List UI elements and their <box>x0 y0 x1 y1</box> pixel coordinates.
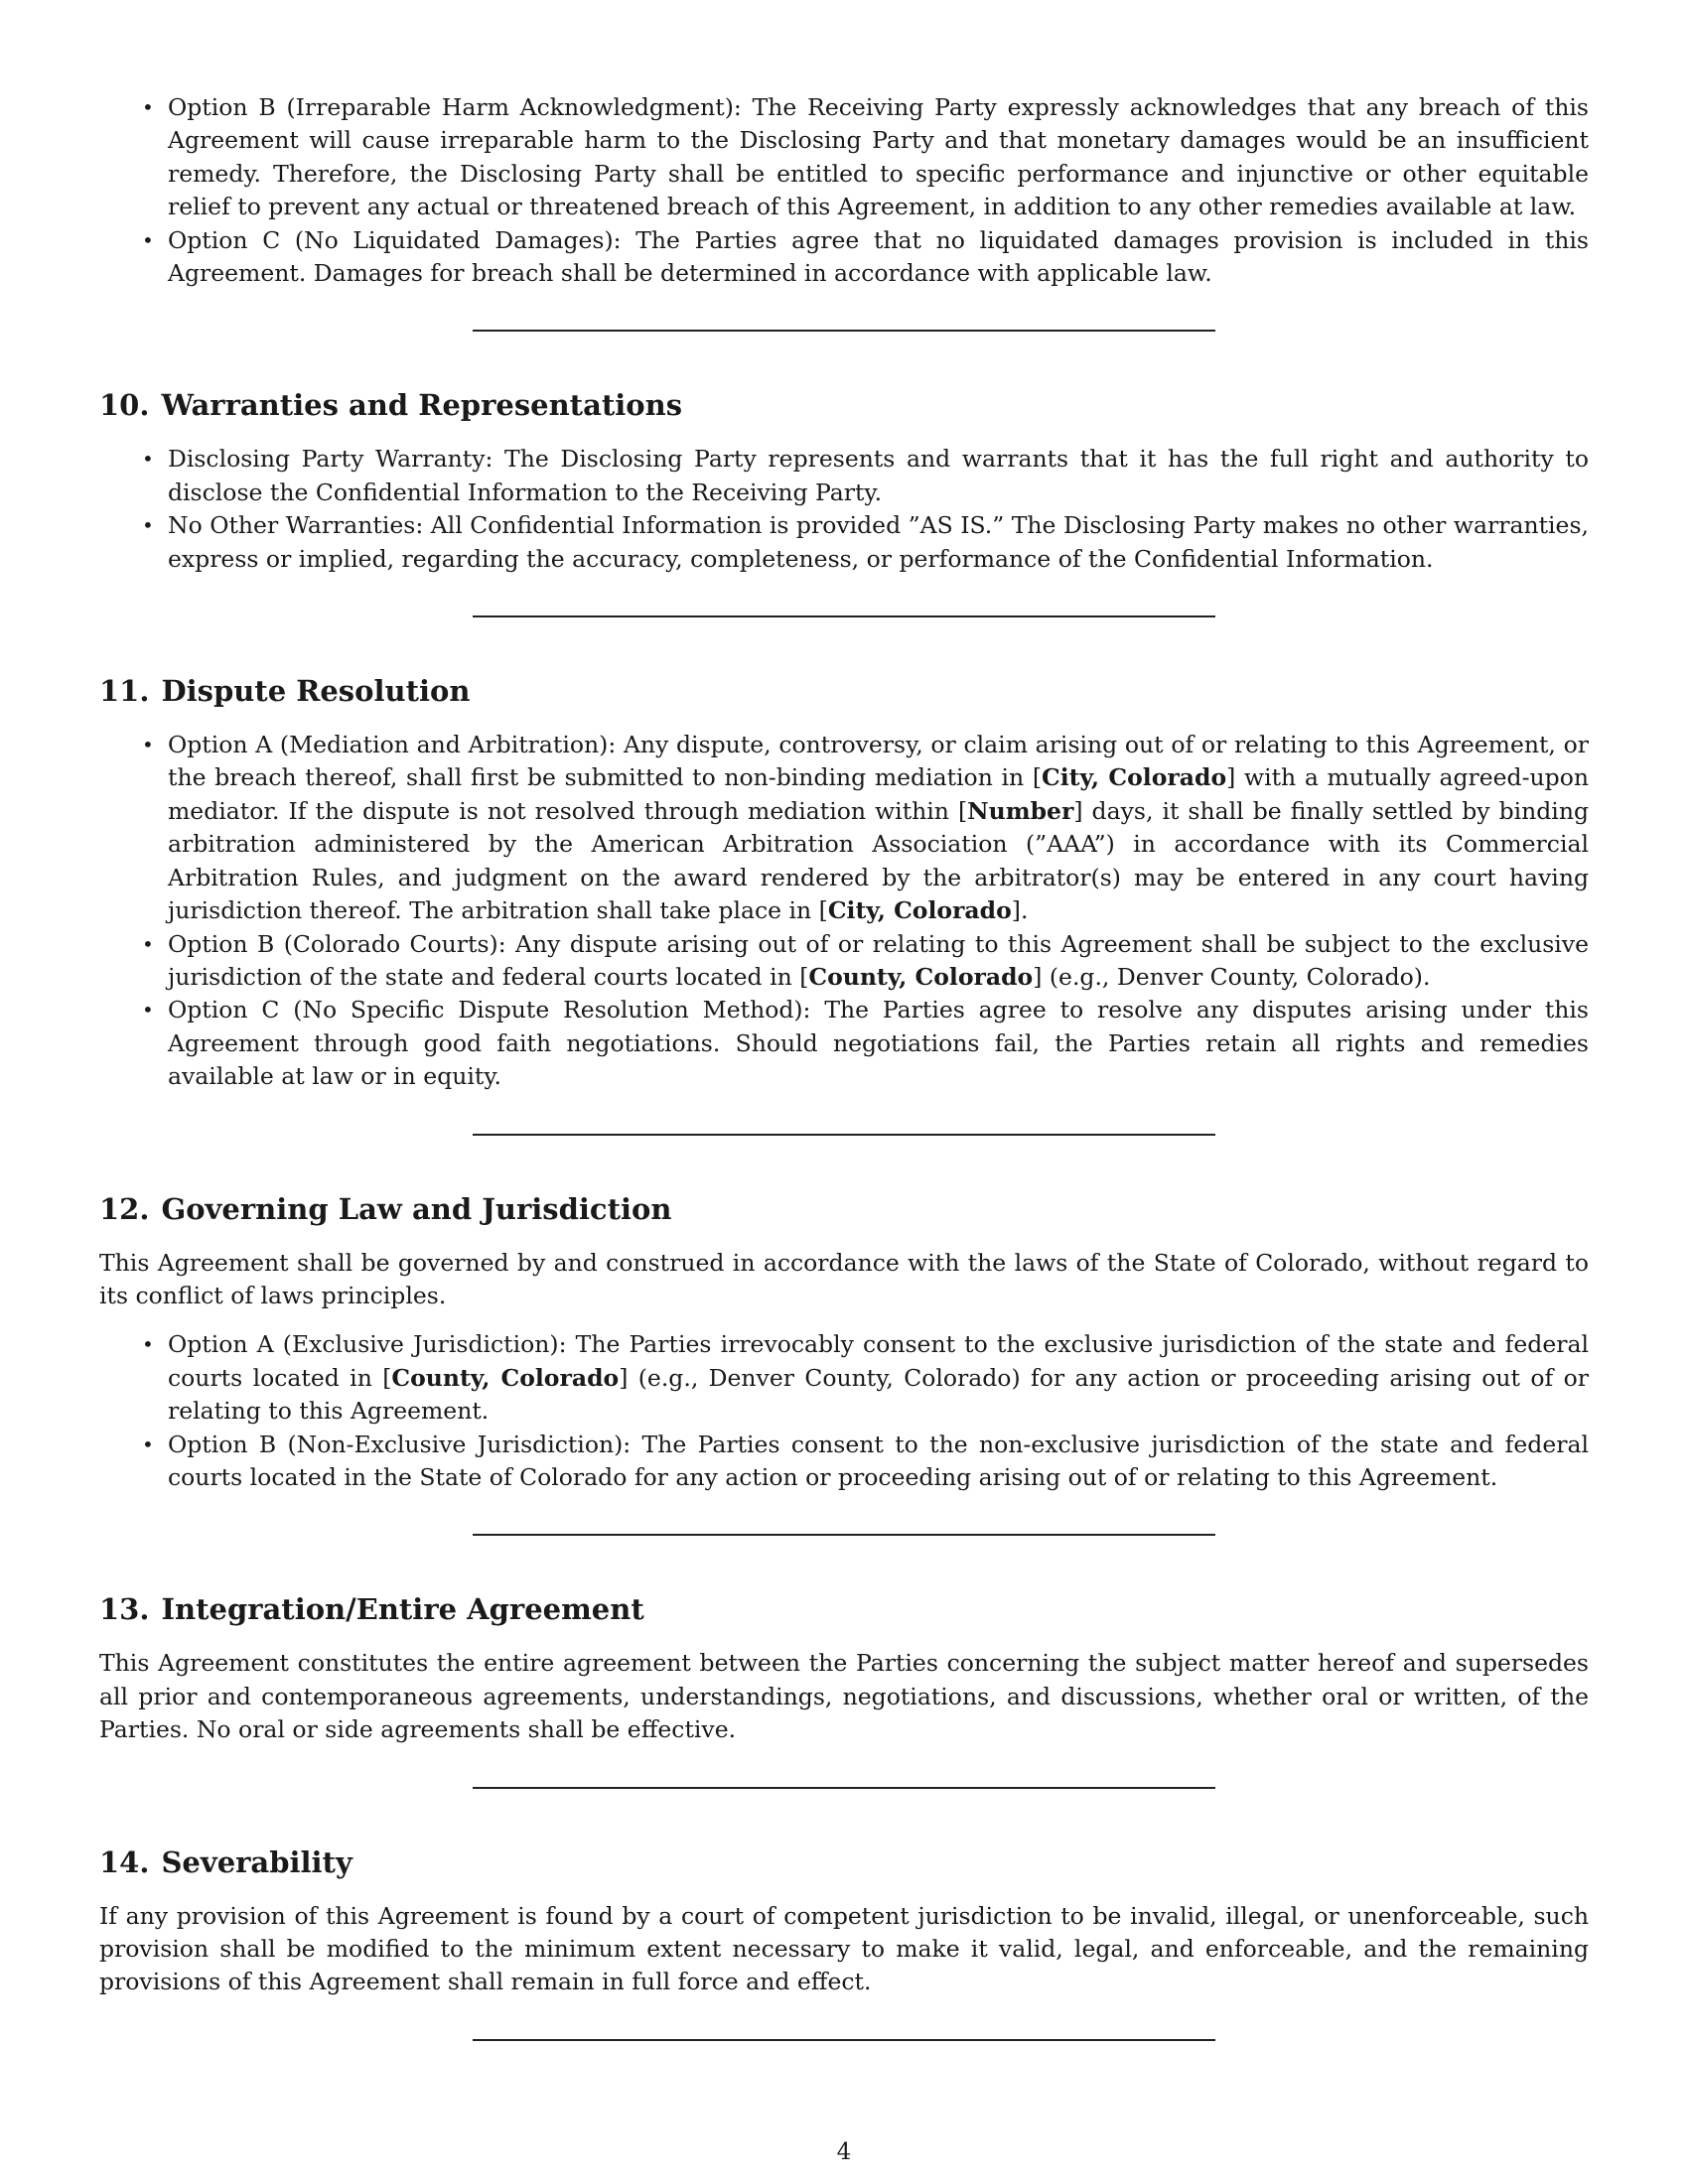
section-11-list <box>99 729 1589 1093</box>
section-number: 14. <box>99 1844 150 1879</box>
placeholder-city: City, Colorado <box>827 896 1012 925</box>
section-11-option-c: • Option C (No Specific Dispute Resolution Method): The Parties agree to resolve any disputes arising under this Agreement through good faith negotiations. Should negotiations fail, the Parties retain all rights and remedies available at law or in equity. <box>168 994 1589 1093</box>
option-text: (e.g., Denver County, Colorado) for any action or proceeding arising out of or relating to this Agreement. <box>168 1363 1589 1426</box>
section-title: Integration/Entire Agreement <box>161 1592 644 1627</box>
section-title: Severability <box>161 1844 352 1879</box>
section-number: 13. <box>99 1592 150 1627</box>
section-12-heading <box>99 1189 1589 1229</box>
section-11-option-b: • Option B (Colorado Courts): Any dispute arising out of or relating to this Agreement shall be subject to the exclusive jurisdiction of the state and federal courts located in [County, Colorado] (e.g., Denver County, Colorado). <box>168 928 1589 995</box>
section-10-list <box>99 443 1589 576</box>
section-12-list <box>99 1328 1589 1494</box>
section-divider <box>473 330 1215 332</box>
option-text: days, it shall be finally settled by binding arbitration administered by the American Arbitration Association (”AAA”) in accordance with its Commercial Arbitration Rules, and judgment on the award rendered by the arbitrator(s) may be entered in any court having jurisdiction thereof. The arbitration shall take place in <box>168 796 1589 925</box>
placeholder-county: County, Colorado <box>808 962 1034 991</box>
section-9-option-c: • Option C (No Liquidated Damages): The Parties agree that no liquidated damages provision is included in this Agreement. Damages for breach shall be determined in accordance with applicable law. <box>168 224 1589 291</box>
option-text: with a mutually agreed-upon mediator. If the dispute is not resolved through mediation within <box>168 763 1590 825</box>
option-text: Option A (Mediation and Arbitration): Any dispute, controversy, or claim arising out of or relating to this Agreement, or the breach thereof, shall first be submitted to non-binding mediation in <box>168 731 1589 792</box>
section-14-body: If any provision of this Agreement is found by a court of competent jurisdiction to be invalid, illegal, or unenforceable, such provision shall be modified to the minimum extent necessary to make it valid, legal, and enforceable, and the remaining provisions of this Agreement shall remain in full force and effect. <box>99 1901 1589 1996</box>
document-page <box>99 91 1589 2095</box>
section-11-option-a: • Option A (Mediation and Arbitration): Any dispute, controversy, or claim arising out of or relating to this Agreement, or the breach thereof, shall first be submitted to non-binding mediation in [City, Colorado] with a mutually agreed-upon mediator. If the dispute is not resolved through mediation within [Number] days, it shall be finally settled by binding arbitration administered by the American Arbitration Association (”AAA”) in accordance with its Commercial Arbitration Rules, and judgment on the award rendered by the arbitrator(s) may be entered in any court having jurisdiction thereof. The arbitration shall take place in [City, Colorado]. <box>168 729 1589 927</box>
option-text: (e.g., Denver County, Colorado). <box>1042 962 1431 991</box>
disclosing-party-warranty: • Disclosing Party Warranty: The Disclosing Party represents and warrants that it has the full right and authority to disclose the Confidential Information to the Receiving Party. <box>168 443 1589 509</box>
option-text: . <box>1020 896 1029 925</box>
section-title: Dispute Resolution <box>161 674 471 709</box>
section-12-intro: This Agreement shall be governed by and construed in accordance with the laws of the State of Colorado, without regard to its conflict of laws principles. <box>99 1248 1589 1309</box>
section-title: Warranties and Representations <box>161 388 683 423</box>
section-number: 11. <box>99 674 150 709</box>
option-text: Option A (Exclusive Jurisdiction): The Parties irrevocably consent to the exclusive jurisdiction of the state and federal courts located in <box>168 1330 1589 1392</box>
section-14-heading <box>99 1843 1589 1882</box>
section-divider <box>473 615 1215 617</box>
placeholder-city: City, Colorado <box>1041 763 1227 792</box>
option-text: Option B (Colorado Courts): Any dispute arising out of or relating to this Agreement shall be subject to the exclusive jurisdiction of the state and federal courts located in <box>168 929 1589 991</box>
section-13-body: This Agreement constitutes the entire agreement between the Parties concerning the subject matter hereof and supersedes all prior and contemporaneous agreements, understandings, negotiations, and discussions, whether oral or written, of the Parties. No oral or side agreements shall be effective. <box>99 1649 1589 1744</box>
section-9-option-b: • Option B (Irreparable Harm Acknowledgment): The Receiving Party expressly acknowledges that any breach of this Agreement will cause irreparable harm to the Disclosing Party and that monetary damages would be an insufficient remedy. Therefore, the Disclosing Party shall be entitled to specific performance and injunctive or other equitable relief to prevent any actual or threatened breach of this Agreement, in addition to any other remedies available at law. <box>168 91 1589 224</box>
no-other-warranties: • No Other Warranties: All Confidential Information is provided ”AS IS.” The Disclosing Party makes no other warranties, express or implied, regarding the accuracy, completeness, or performance of the Confidential Information. <box>168 509 1589 576</box>
section-10-heading <box>99 385 1589 425</box>
section-11-heading <box>99 671 1589 711</box>
placeholder-county: County, Colorado <box>391 1363 620 1392</box>
placeholder-number: Number <box>967 796 1074 825</box>
section-number: 10. <box>99 388 150 423</box>
section-13-heading <box>99 1589 1589 1629</box>
section-divider <box>473 1787 1215 1789</box>
section-title: Governing Law and Jurisdiction <box>161 1191 672 1226</box>
page-number: 4 <box>836 2139 852 2165</box>
section-12-option-b: • Option B (Non-Exclusive Jurisdiction): The Parties consent to the non-exclusive jurisdiction of the state and federal courts located in the State of Colorado for any action or proceeding arising out of or relating to this Agreement. <box>168 1429 1589 1495</box>
section-9-options <box>99 91 1589 290</box>
section-divider <box>473 1534 1215 1536</box>
section-divider <box>473 1134 1215 1136</box>
section-12-option-a: • Option A (Exclusive Jurisdiction): The Parties irrevocably consent to the exclusive jurisdiction of the state and federal courts located in [County, Colorado] (e.g., Denver County, Colorado) for any action or proceeding arising out of or relating to this Agreement. <box>168 1328 1589 1428</box>
section-divider <box>473 2039 1215 2041</box>
section-number: 12. <box>99 1191 150 1226</box>
